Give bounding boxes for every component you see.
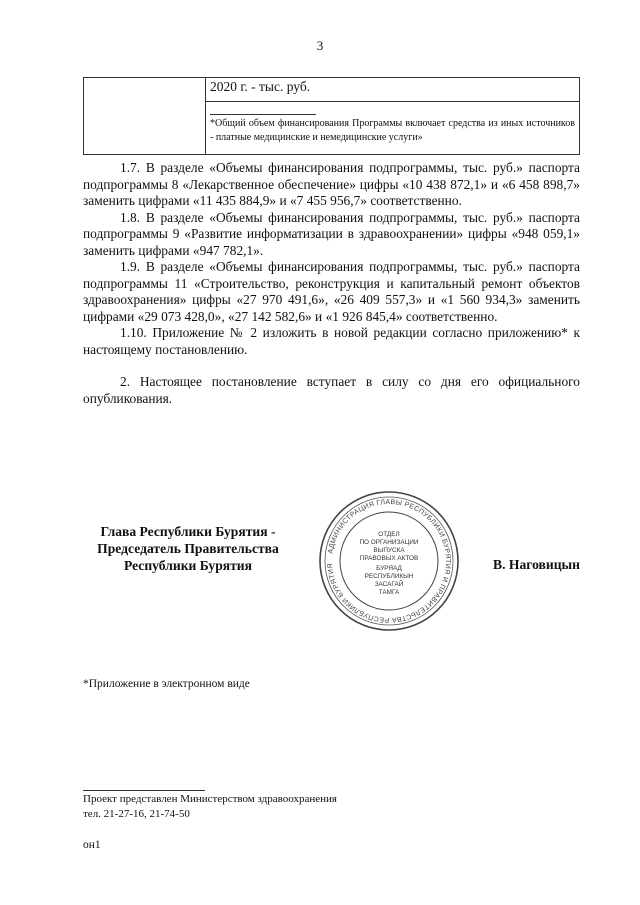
financing-table — [83, 77, 580, 155]
seal-inner-line: ПРАВОВЫХ АКТОВ — [359, 555, 419, 562]
seal-inner-line: БУРЯАД — [376, 565, 402, 572]
appendix-note: *Приложение в электронном виде — [83, 678, 250, 690]
footer-project-line: Проект представлен Министерством здравоохранения — [83, 793, 337, 805]
table-empty-cell — [84, 78, 206, 155]
footer-phone-line: тел. 21-27-16, 21-74-50 — [83, 808, 190, 820]
seal-ring-textpath: АДМИНИСТРАЦИЯ ГЛАВЫ РЕСПУБЛИКИ БУРЯТИЯ И ПРАВИТЕЛЬСТВА РЕСПУБЛИКИ БУРЯТИЯ — [326, 498, 452, 624]
paragraph-1-8: 1.8. В разделе «Объемы финансирования подпрограммы, тыс. руб.» паспорта подпрограммы 9 «Развитие информатизации в здравоохранении» цифры «948 059,1» заменить цифрами «947 782,1». — [83, 209, 580, 258]
seal-inner-line: РЕСПУБЛИКЫН — [364, 573, 414, 580]
seal-inner-line: ОТДЕЛ — [378, 531, 400, 538]
footnote-separator — [210, 114, 316, 115]
signatory-title-line: Глава Республики Бурятия - — [100, 524, 276, 539]
paragraph-1-7: 1.7. В разделе «Объемы финансирования подпрограммы, тыс. руб.» паспорта подпрограммы 8 «Лекарственное обеспечение» цифры «10 438 872,1» и «6 458 898,7» заменить цифрами «11 435 884,9» и «7 455 956,7» соответственно. — [83, 160, 580, 208]
table-footnote-cell — [206, 102, 580, 155]
seal-inner-line: ТАМГА — [378, 589, 400, 596]
clause-2: 2. Настоящее постановление вступает в силу со дня его официального опубликования. — [83, 374, 580, 406]
signatory-title-line: Председатель Правительства — [97, 541, 279, 556]
signatory-title — [83, 523, 293, 574]
page-number: 3 — [316, 38, 324, 53]
table-year-cell: 2020 г. - тыс. руб. — [206, 78, 580, 102]
footer-project-info — [83, 792, 337, 822]
seal-inner-line: ЗАСАГАЙ — [374, 581, 404, 588]
paragraph-1-10: 1.10. Приложение № 2 изложить в новой редакции согласно приложению* к настоящему постановлению. — [83, 325, 580, 357]
table-footnote: *Общий объем финансирования Программы включает средства из иных источников - платные медицинские и немедицинские услуги» — [210, 118, 575, 144]
signatory-name: В. Наговицын — [493, 557, 580, 572]
footer-code: он1 — [83, 839, 101, 851]
document-body — [83, 160, 580, 407]
paragraph-1-9: 1.9. В разделе «Объемы финансирования подпрограммы, тыс. руб.» паспорта подпрограммы 11 «Строительство, реконструкция и капитальный ремонт объектов здравоохранения» цифры «27 970 491,6», «26 409 557,3» и «1 560 934,3» заменить цифрами «29 073 428,0», «27 142 582,6» и «1 926 845,4» соответственно. — [83, 259, 580, 324]
seal-inner-line: ВЫПУСКА — [373, 547, 405, 554]
footer-separator — [83, 790, 205, 791]
seal-inner-line: ПО ОРГАНИЗАЦИИ — [359, 539, 419, 546]
official-seal-stamp — [318, 490, 460, 632]
signatory-title-line: Республики Бурятия — [123, 558, 252, 573]
